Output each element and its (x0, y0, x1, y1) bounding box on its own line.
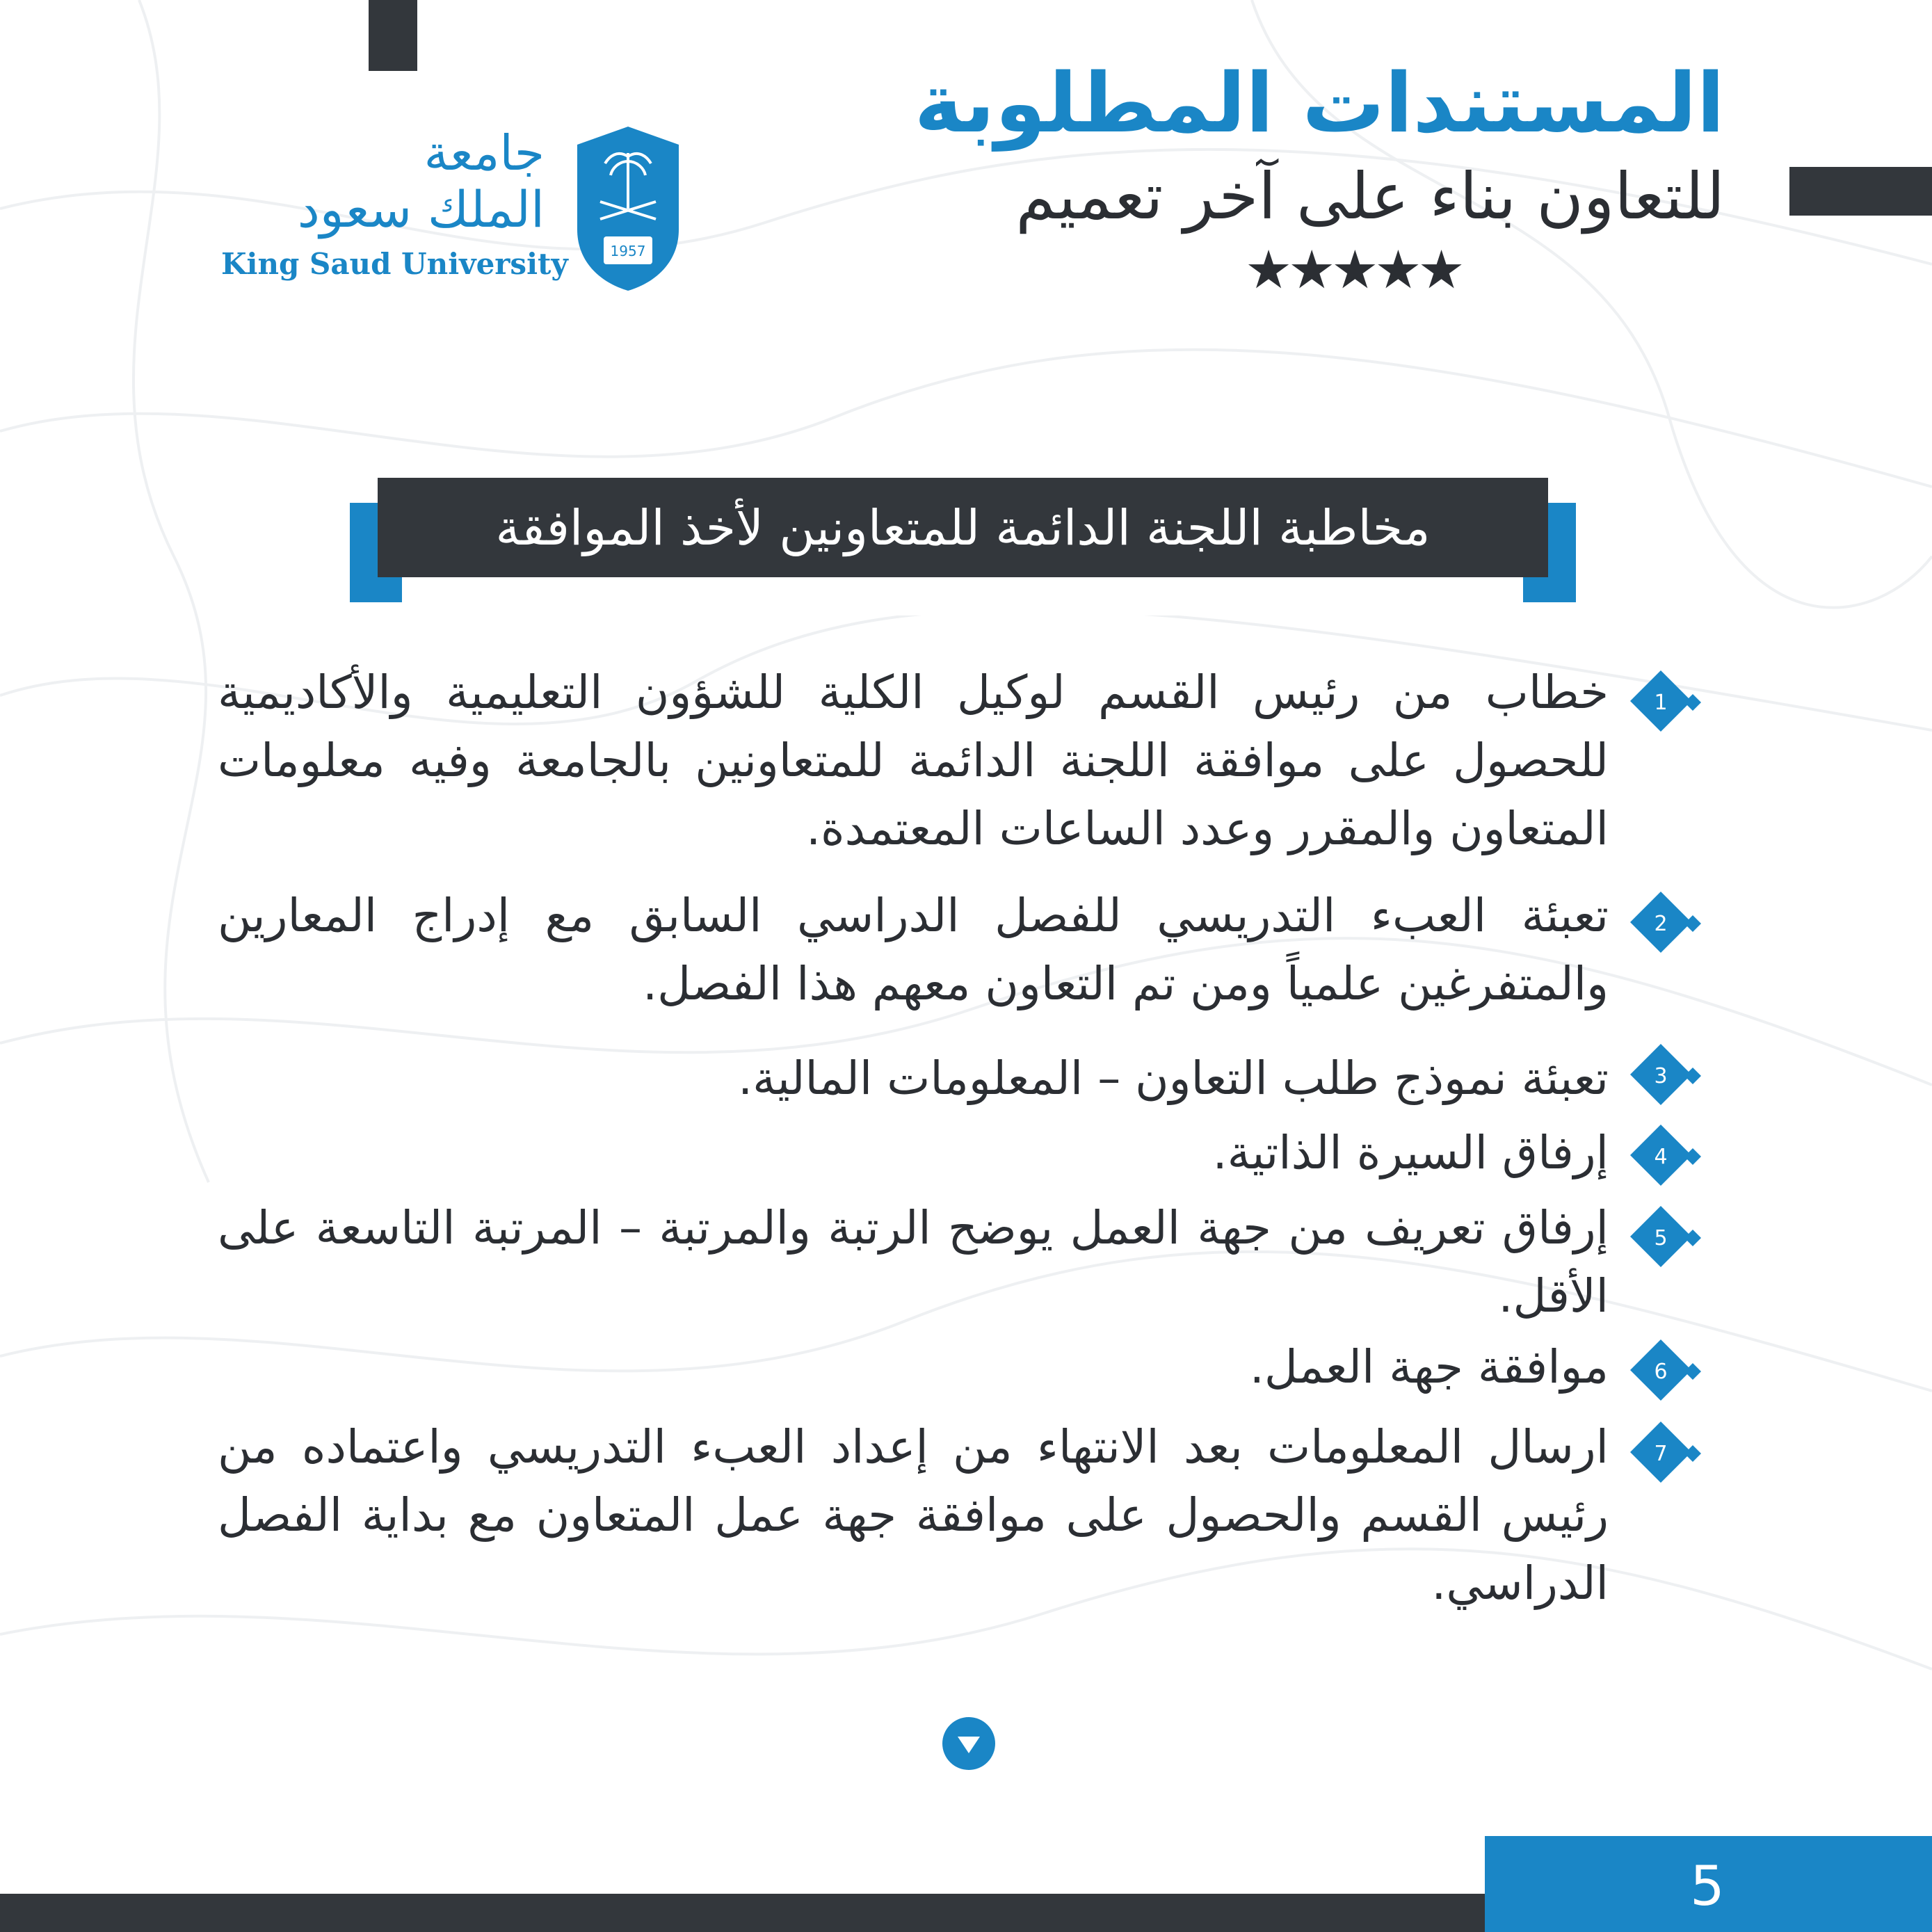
list-item-7: ارسال المعلومات بعد الانتهاء من إعداد العبء التدريسي واعتماده من رئيس القسم والحصول على موافقة جهة عمل المتعاون مع بداية الفصل الدراسي. (218, 1420, 1609, 1610)
item-number-marker-4 (1627, 1122, 1711, 1191)
header-decorative-bar (1789, 167, 1932, 216)
item-number-marker-2 (1627, 889, 1711, 958)
item-number: 3 (1654, 1064, 1668, 1088)
list-item-3: تعبئة نموذج طلب التعاون – المعلومات المالية. (738, 1052, 1609, 1105)
item-number: 2 (1654, 912, 1668, 936)
page-subtitle: للتعاون بناء على آخر تعميم (1015, 159, 1725, 234)
list-item-2: تعبئة العبء التدريسي للفصل الدراسي السابق مع إدراج المعارين والمتفرغين علمياً ومن تم التعاون معهم هذا الفصل. (218, 889, 1609, 1011)
item-number: 1 (1654, 691, 1668, 715)
star-rating: ★★★★★ (1245, 239, 1461, 300)
logo-english-name: King Saud University (221, 247, 568, 281)
logo-arabic-line-1: جامعة (424, 124, 545, 182)
page-number: 5 (1690, 1855, 1725, 1918)
section-banner (378, 478, 1548, 577)
item-number-marker-6 (1627, 1337, 1711, 1406)
list-item-5: إرفاق تعريف من جهة العمل يوضح الرتبة والمرتبة – المرتبة التاسعة على الأقل. (218, 1201, 1609, 1323)
item-number: 6 (1654, 1360, 1668, 1384)
university-logo-icon (576, 125, 680, 292)
item-number-marker-7 (1627, 1419, 1711, 1488)
logo-year: 1957 (610, 243, 646, 259)
list-item-6: موافقة جهة العمل. (1249, 1340, 1609, 1394)
top-decorative-bar (369, 0, 417, 71)
section-title: مخاطبة اللجنة الدائمة للمتعاونين لأخذ الموافقة (495, 499, 1431, 556)
item-number-marker-1 (1627, 668, 1711, 737)
list-item-1: خطاب من رئيس القسم لوكيل الكلية للشؤون التعليمية والأكاديمية للحصول على موافقة اللجنة الدائمة للمتعاونين بالجامعة وفيه معلومات المتعاون والمقرر وعدد الساعات المعتمدة. (218, 666, 1609, 855)
logo-arabic-line-2: الملك سعود (297, 180, 545, 239)
chevron-down-icon[interactable] (941, 1716, 997, 1771)
item-number: 7 (1654, 1442, 1668, 1466)
list-item-4: إرفاق السيرة الذاتية. (1212, 1126, 1609, 1180)
item-number: 5 (1654, 1226, 1668, 1250)
item-number-marker-5 (1627, 1203, 1711, 1273)
page-title: المستندات المطلوبة (914, 55, 1725, 151)
item-number: 4 (1654, 1145, 1668, 1169)
item-number-marker-3 (1627, 1041, 1711, 1111)
